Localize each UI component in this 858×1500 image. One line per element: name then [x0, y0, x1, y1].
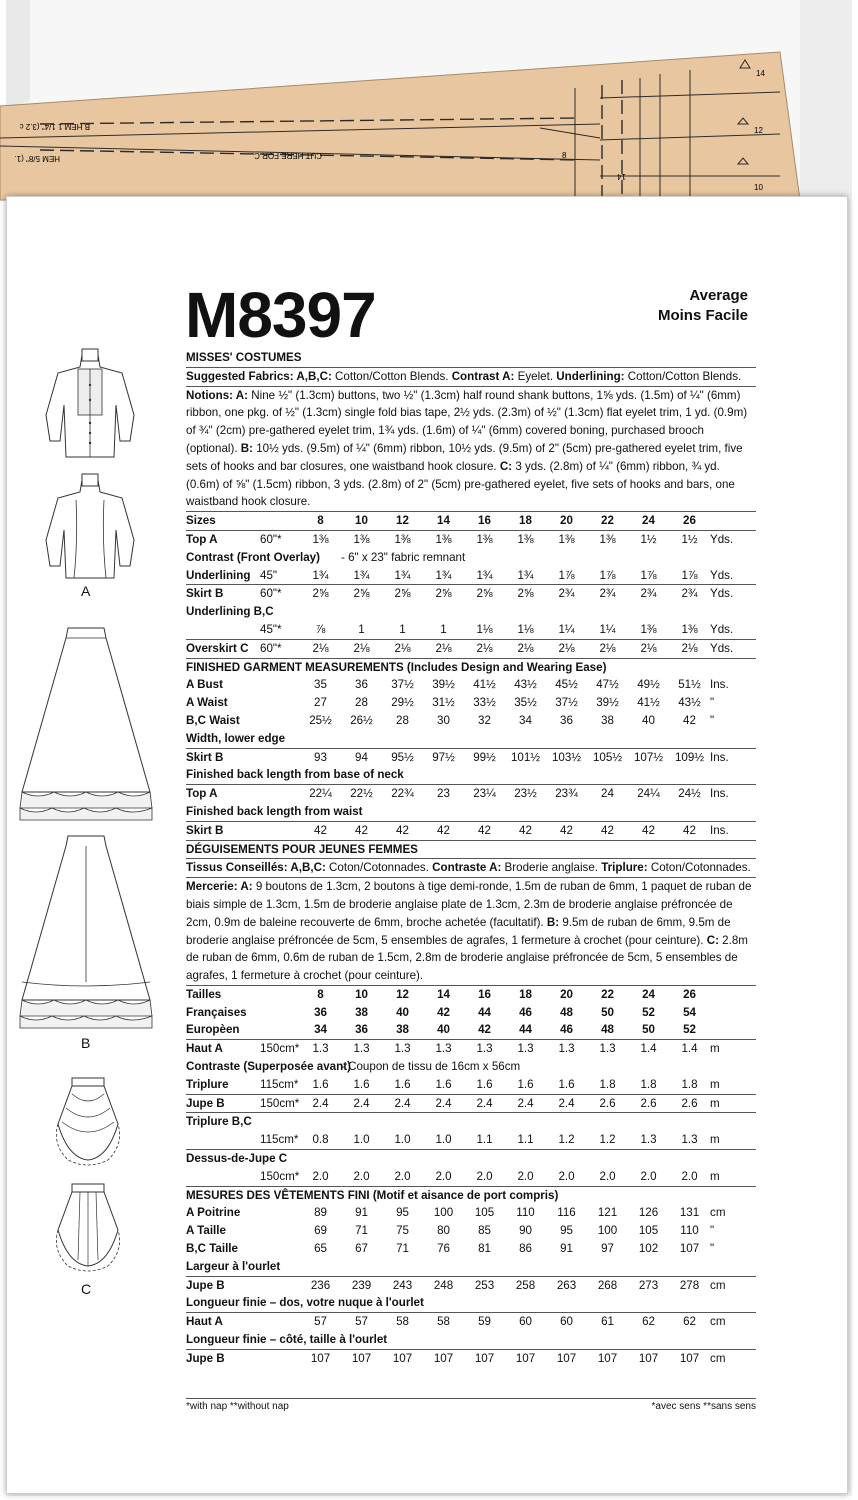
yardage-row: Jupe B 150cm* 2.4 2.4 2.4 2.4 2.4 2.4 2.4 2.6 2.6 2.6 m: [186, 1094, 756, 1113]
measurement-row: A Poitrine 89 91 95 100 105 110 116 121 126 131 cm: [186, 1206, 726, 1220]
nap-footnote: [186, 1398, 756, 1412]
illustration-overskirt-c-front: [48, 1074, 128, 1172]
illustration-skirt-b-back: [18, 832, 158, 1032]
fabrics-en: Suggested Fabrics: A,B,C: Cotton/Cotton Blends. Contrast A: Eyelet. Underlining: Cotton/Cotton Blends.: [186, 369, 742, 383]
yardage-row: Underlining B,C: [186, 605, 274, 619]
pattern-info: [186, 349, 756, 1368]
section-title-fr: DÉGUISEMENTS POUR JEUNES FEMMES: [186, 842, 418, 856]
measurement-row: A Bust 35 36 37½ 39½ 41½ 43½ 45½ 47½ 49½ 51½ Ins.: [186, 678, 729, 692]
illustration-top-a-back: [30, 470, 150, 585]
difficulty-en: Average: [689, 287, 748, 304]
measurement-row: Width, lower edge: [186, 731, 286, 745]
measure-title-en: FINISHED GARMENT MEASUREMENTS (Includes Design and Wearing Ease): [186, 660, 607, 674]
yardage-row: 115cm* 0.8 1.0 1.0 1.0 1.1 1.1 1.2 1.2 1.3 1.3 m: [260, 1133, 720, 1147]
notions-fr: Mercerie: A: 9 boutons de 1.3cm, 2 boutons à tige demi-ronde, 1.5m de ruban de 6mm, 1 paquet de ruban de biais simple de 1.3cm, 1.5m de broderie anglaise plate de 1.3cm, 2.3m de broderie anglaise préfroncée de 2cm, 0.9m de baleine recouverte de 6mm, broche achetée (facultatif). B: 9.5m de ruban de 6mm, 9.5m de broderie anglaise préfroncée de 5cm, 5 ensembles de agrafes, 1 fermeture à crochet (pour ceinture). C: 2.8m de ruban de 6mm, 0.6m de ruban de 1.5cm, 2.8m de broderie anglaise préfroncée de 5cm, 5 ensembles de agrafes, 1 fermeture à crochet (pour ceinture).: [186, 880, 752, 983]
sizes-row: Sizes 8 10 12 14 16 18 20 22 24 26: [186, 512, 756, 531]
yardage-row: Overskirt C 60"* 2⅛ 2⅛ 2⅛ 2⅛ 2⅛ 2⅛ 2⅛ 2⅛ 2⅛ 2⅛ Yds.: [186, 639, 756, 657]
sheet-mark-10: 10: [754, 183, 763, 192]
sheet-mark-cut: CUT HERE FOR C: [254, 151, 322, 160]
size-row: Europèen 34 36 38 40 42 44 46 48 50 52: [186, 1023, 696, 1037]
measurement-row: B,C Waist 25½ 26½ 28 30 32 34 36 38 40 42 ": [186, 713, 715, 727]
view-label-b: B: [81, 1035, 91, 1051]
fabrics-fr: Tissus Conseillés: A,B,C: Coton/Cotonnades. Contraste A: Broderie anglaise. Triplure: Coton/Cotonnades.: [186, 861, 751, 875]
size-row: Tailles 8 10 12 14 16 18 20 22 24 26: [186, 985, 756, 1003]
measurements-table-en: [186, 676, 756, 839]
view-label-c: C: [81, 1281, 92, 1297]
measurement-row: Finished back length from base of neck: [186, 768, 404, 782]
measurement-row: Finished back length from waist: [186, 804, 363, 818]
measurement-row: Top A 22¼ 22½ 22¾ 23 23¼ 23½ 23¾ 24 24¼ 24½ Ins.: [186, 785, 756, 803]
measurements-table-fr: [186, 1204, 756, 1367]
difficulty-fr: Moins Facile: [657, 307, 748, 324]
sheet-mark-14b: 14: [617, 172, 626, 181]
measurement-row: A Taille 69 71 75 80 85 90 95 100 105 110 ": [186, 1224, 715, 1238]
view-label-a: A: [81, 583, 91, 599]
measurement-row: Jupe B 107 107 107 107 107 107 107 107 107 107 cm: [186, 1349, 756, 1367]
section-title-en: MISSES' COSTUMES: [186, 351, 302, 364]
yardage-row: Haut A 150cm* 1.3 1.3 1.3 1.3 1.3 1.3 1.3 1.3 1.4 1.4 m: [186, 1040, 756, 1058]
measurement-row: B,C Taille 65 67 71 76 81 86 91 97 102 107 ": [186, 1242, 715, 1256]
illustration-skirt-b-front: [18, 624, 158, 824]
measurement-row: Longueur finie – côté, taille à l'ourlet: [186, 1333, 388, 1347]
illustration-overskirt-c-back: [48, 1180, 128, 1276]
measurement-row: Largeur à l'ourlet: [186, 1259, 281, 1273]
measure-title-fr: MESURES DES VÊTEMENTS FINI (Motif et aisance de port compris): [186, 1188, 559, 1202]
sheet-mark-8: 8: [562, 151, 567, 160]
sheet-mark-12: 12: [754, 126, 763, 135]
measurement-row: Longueur finie – dos, votre nuque à l'ourlet: [186, 1296, 424, 1310]
yardage-row: Contrast (Front Overlay) - 6" x 23" fabric remnant: [186, 550, 466, 564]
yardage-row: 150cm* 2.0 2.0 2.0 2.0 2.0 2.0 2.0 2.0 2.0 2.0 m: [260, 1169, 720, 1183]
yardage-row: Skirt B 60"* 2⅝ 2⅝ 2⅝ 2⅝ 2⅝ 2⅝ 2¾ 2¾ 2¾ 2¾ Yds.: [186, 585, 756, 603]
sheet-mark-hem: HEM 5/8" (1.: [14, 154, 60, 163]
measurement-row: Haut A 57 57 58 58 59 60 60 61 62 62 cm: [186, 1313, 756, 1331]
size-row: Françaises 36 38 40 42 44 46 48 50 52 54: [186, 1005, 696, 1019]
pattern-number: M8397: [185, 279, 376, 351]
notions-en: Notions: A: Nine ½" (1.3cm) buttons, two ½" (1.3cm) half round shank buttons, 1⅝ yds. (1.5m) of ¼" (6mm) ribbon, one pkg. of ½" (1.3cm) single fold bias tape, 2½ yds. (2.3m) of ½" (1.3cm) flat eyelet trim, 1 yd. (0.9m) of ¾" (2cm) pre-gathered eyelet trim, 1¾ yds. (1.6m) of ¼" (6mm) covered boning, purchased brooch (optional). B: 10½ yds. (9.5m) of ¼" (6mm) ribbon, 10½ yds. (9.5m) of 2" (5cm) pre-gathered eyelet trim, five sets of hooks and bar closures, one waistband hook closure. C: 3 yds. (2.8m) of ¼" (6mm) ribbon, ¾ yd. (0.6m) of ⅝" (1.5cm) ribbon, 3 yds. (2.8m) of 2" (5cm) pre-gathered eyelet, five sets of hooks and bars, one waistband hook closure.: [186, 388, 748, 509]
yardage-table-en: [186, 511, 756, 657]
yardage-row: Underlining 45" 1¾ 1¾ 1¾ 1¾ 1¾ 1¾ 1⅞ 1⅞ 1⅞ 1⅞ Yds.: [186, 568, 734, 582]
yardage-row: Triplure 115cm* 1.6 1.6 1.6 1.6 1.6 1.6 1.6 1.8 1.8 1.8 m: [186, 1077, 720, 1091]
yardage-row: Dessus-de-Jupe C: [186, 1150, 756, 1168]
illustration-top-a-front: [30, 345, 150, 465]
measurement-row: A Waist 27 28 29½ 31½ 33½ 35½ 37½ 39½ 41½ 43½ ": [186, 696, 715, 710]
yardage-row: Contraste (Superposée avant) - Coupon de tissu de 16cm x 56cm: [186, 1060, 521, 1074]
measurement-row: Skirt B 42 42 42 42 42 42 42 42 42 42 Ins.: [186, 821, 756, 839]
yardage-row: 45"* ⅞ 1 1 1 1⅛ 1⅛ 1¼ 1¼ 1⅜ 1⅜ Yds.: [260, 622, 734, 636]
measurement-row: Jupe B 236 239 243 248 253 258 263 268 273 278 cm: [186, 1276, 756, 1294]
yardage-row: Triplure B,C: [186, 1113, 756, 1131]
difficulty-label: [658, 286, 748, 326]
yardage-table-fr: [186, 985, 756, 1186]
sheet-mark-hem-b: B HEM 1 1/4" (3.2 c: [19, 122, 90, 131]
footnote-fr: *avec sens **sans sens: [651, 1401, 756, 1412]
measurement-row: Skirt B 93 94 95½ 97½ 99½ 101½ 103½ 105½ 107½ 109½ Ins.: [186, 748, 756, 766]
yardage-row: Top A 60"* 1⅜ 1⅜ 1⅜ 1⅜ 1⅜ 1⅜ 1⅜ 1⅜ 1½ 1½ Yds.: [186, 530, 756, 548]
footnote-en: *with nap **without nap: [186, 1401, 289, 1412]
sheet-mark-14a: 14: [756, 69, 765, 78]
